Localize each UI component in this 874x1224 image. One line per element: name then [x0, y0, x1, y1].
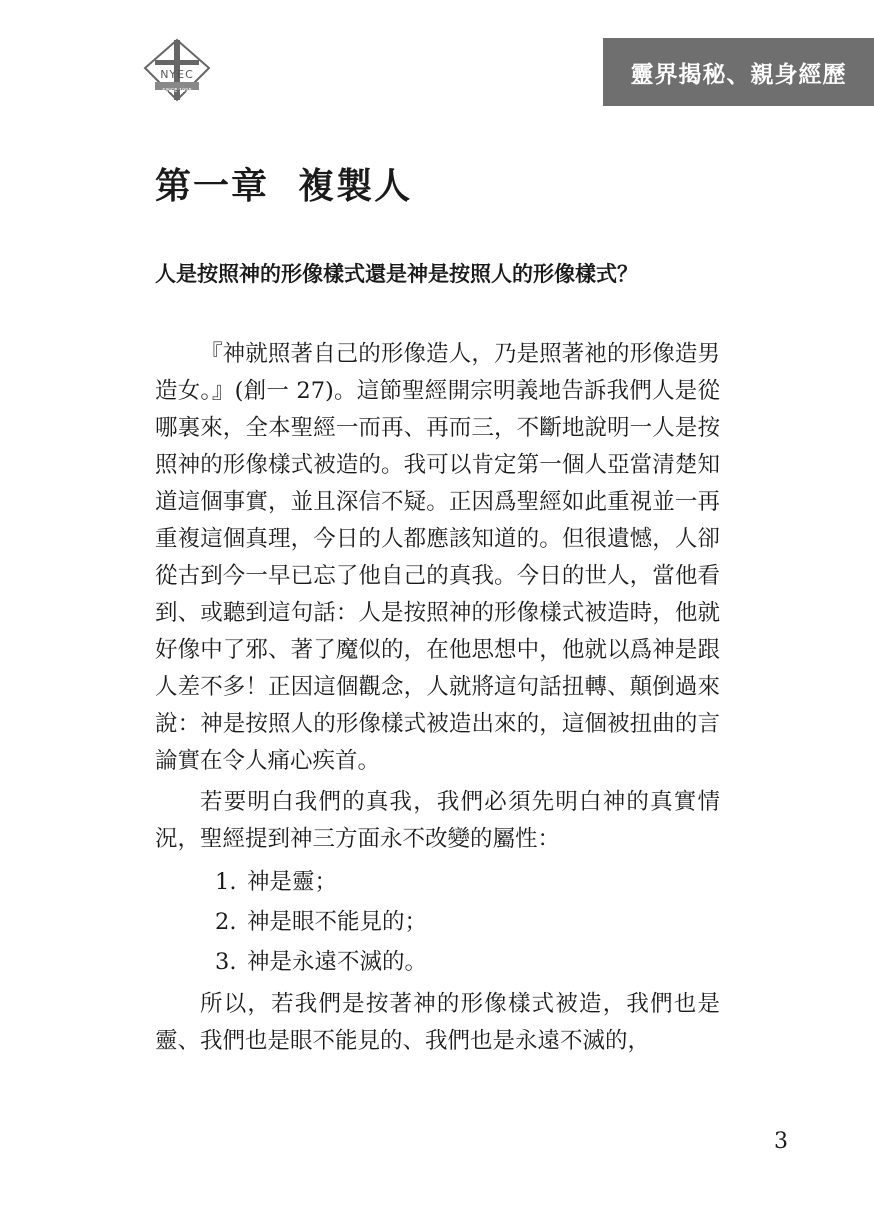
chapter-title: 第一章 複製人	[155, 166, 413, 207]
list-item-text: 神是永遠不滅的。	[247, 949, 428, 975]
list-item	[215, 862, 720, 902]
list-item	[215, 942, 720, 982]
publisher-logo	[141, 38, 213, 102]
list-item-text: 神是眼不能見的；	[247, 909, 428, 935]
attribute-list	[155, 862, 720, 982]
list-item-text: 神是靈；	[247, 869, 338, 895]
paragraph-3: 所以，若我們是按著神的形像樣式被造，我們也是靈、我們也是眼不能見的、我們也是永遠不滅的，	[155, 991, 720, 1054]
paragraph-1: 『神就照著自己的形像造人，乃是照著祂的形像造男造女。』(創一 27)。這節聖經開宗明義地告訴我們人是從哪裏來，全本聖經一而再、再而三，不斷地說明一人是按照神的形像樣式被造的。我可以肯定第一個人亞當清楚知道這個事實，並且深信不疑。正因爲聖經如此重視並一再重複這個真理，今日的人都應該知道的。但很遺憾，人卻從古到今一早已忘了他自己的真我。今日的世人，當他看到、或聽到這句話：人是按照神的形像樣式被造時，他就好像中了邪、著了魔似的，在他思想中，他就以爲神是跟人差不多！正因這個觀念，人就將這句話扭轉、顛倒過來說：神是按照人的形像樣式被造出來的，這個被扭曲的言論實在令人痛心疾首。	[155, 341, 720, 774]
section-header-tab: 靈界揭秘、親身經歷	[603, 38, 874, 106]
logo-since-text: SINCE 1998	[162, 88, 192, 94]
logo-text: NYEC	[160, 68, 194, 81]
list-item-number: 1.	[215, 869, 237, 895]
chapter-subtitle: 人是按照神的形像樣式還是神是按照人的形像樣式？	[155, 262, 638, 286]
page-number: 3	[774, 1129, 788, 1154]
list-item	[215, 902, 720, 942]
paragraph-2: 若要明白我們的真我，我們必須先明白神的真實情況，聖經提到神三方面永不改變的屬性：	[155, 789, 720, 852]
list-item-number: 2.	[215, 909, 237, 935]
body-text	[155, 336, 720, 1064]
list-item-number: 3.	[215, 949, 237, 975]
